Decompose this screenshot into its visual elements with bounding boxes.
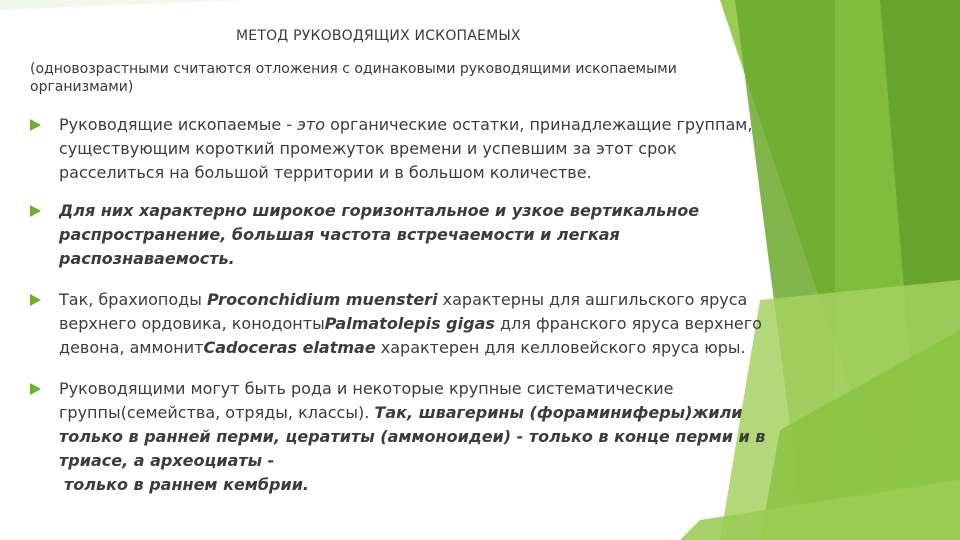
- bullet-text-italic: это: [297, 115, 326, 134]
- bullet-list: [30, 113, 770, 497]
- species-name: Proconchidium muensteri: [206, 290, 438, 309]
- bullet-text: Руководящие ископаемые -: [59, 115, 298, 134]
- slide-title: МЕТОД РУКОВОДЯЩИХ ИСКОПАЕМЫХ: [236, 28, 521, 44]
- species-name: Cadoceras elatmae: [203, 338, 376, 357]
- slide-subtitle: (одновозрастными считаются отложения с одинаковыми руководящими ископаемыми организмами): [30, 61, 677, 95]
- bullet-text: органические остатки, принадлежащие группам, существующим короткий промежуток времени и успевшим за этот срок расселиться на большой территории и в большом количестве.: [59, 115, 753, 182]
- bullet-text: характерны для ашгильского яруса верхнего ордовика, конодонты: [59, 290, 748, 333]
- bullet-text: характерен для келловейского яруса юры.: [375, 338, 746, 357]
- species-name: Palmatolepis gigas: [324, 314, 495, 333]
- bullet-text-bold-italic: Для них характерно широкое горизонтальное и узкое вертикальное распространение, большая частота встречаемости и легкая распознаваемость.: [59, 201, 700, 268]
- bullet-item-definition: [30, 113, 770, 185]
- bullet-text: Руководящими могут быть рода и некоторые крупные систематические группы(семейства, отряды, классы).: [59, 379, 674, 422]
- bullet-text: для франского яруса верхнего девона, аммонит: [59, 314, 762, 357]
- triangle-bullet-icon: [30, 294, 41, 306]
- triangle-bullet-icon: [30, 119, 41, 131]
- bullet-text-bold-italic: Так, швагерины (фораминиферы)жили только в ранней перми, цератиты (аммоноидеи) - только в конце перми и в триасе, а археоциаты -: [59, 403, 766, 470]
- bullet-item-genera: [30, 377, 770, 497]
- bullet-item-characteristics: [30, 199, 770, 271]
- bullet-item-examples: [30, 288, 770, 360]
- bullet-text-bold-italic: только в раннем кембрии.: [64, 475, 309, 494]
- bullet-text: Так, брахиоподы: [59, 290, 207, 309]
- triangle-bullet-icon: [30, 205, 41, 217]
- triangle-bullet-icon: [30, 383, 41, 395]
